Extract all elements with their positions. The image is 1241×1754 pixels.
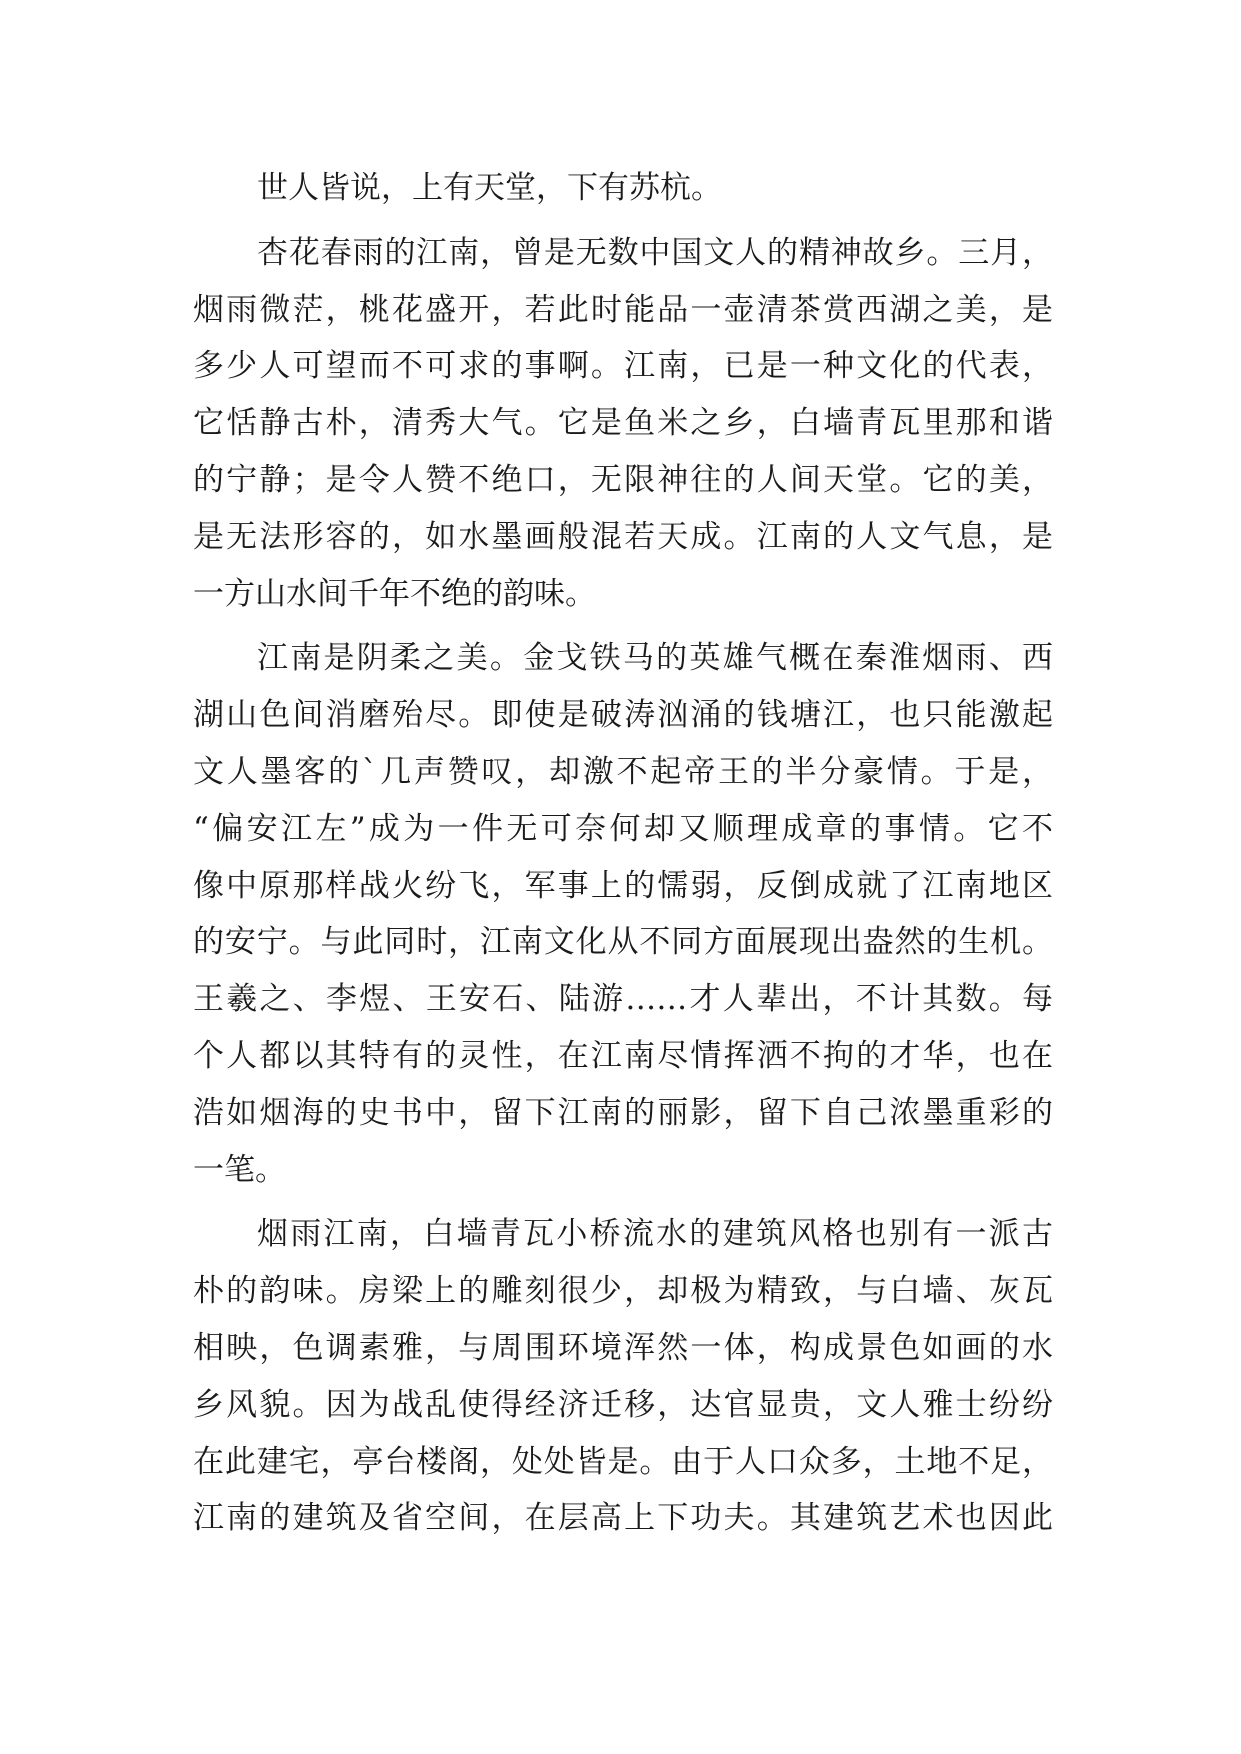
paragraph-2	[193, 225, 1053, 623]
text-line: 王羲之、李煜、王安石、陆游……才人辈出，不计其数。每	[193, 981, 1053, 1018]
text-line: 湖山色间消磨殆尽。即使是破涛汹涌的钱塘江，也只能激起	[193, 697, 1053, 734]
text-line: 像中原那样战火纷飞，军事上的懦弱，反倒成就了江南地区	[193, 867, 1053, 904]
text-line: 世人皆说，上有天堂，下有苏杭。	[257, 170, 722, 206]
text-line: 多少人可望而不可求的事啊。江南，已是一种文化的代表，	[193, 348, 1053, 385]
paragraph-4	[193, 1206, 1053, 1547]
text-line: 一方山水间千年不绝的韵味。	[193, 575, 596, 612]
text-line: 文人墨客的`几声赞叹，却激不起帝王的半分豪情。于是，	[193, 753, 1053, 790]
text-line: 杏花春雨的江南，曾是无数中国文人的精神故乡。三月，	[257, 234, 1053, 271]
text-line: “偏安江左”成为一件无可奈何却又顺理成章的事情。它不	[193, 810, 1053, 847]
text-line: 江南的建筑及省空间，在层高上下功夫。其建筑艺术也因此	[193, 1500, 1053, 1537]
text-line: 烟雨微茫，桃花盛开，若此时能品一壶清茶赏西湖之美，是	[193, 291, 1053, 328]
paragraph-1	[193, 160, 1053, 217]
text-line: 在此建宅，亭台楼阁，处处皆是。由于人口众多，土地不足，	[193, 1443, 1053, 1480]
text-line: 朴的韵味。房梁上的雕刻很少，却极为精致，与白墙、灰瓦	[193, 1273, 1053, 1310]
text-line: 的宁静；是令人赞不绝口，无限神往的人间天堂。它的美，	[193, 461, 1053, 498]
text-line: 浩如烟海的史书中，留下江南的丽影，留下自己浓墨重彩的	[193, 1094, 1053, 1131]
text-line: 个人都以其特有的灵性，在江南尽情挥洒不拘的才华，也在	[193, 1037, 1053, 1074]
text-line: 是无法形容的，如水墨画般混若天成。江南的人文气息，是	[193, 518, 1053, 555]
document-body	[193, 160, 1053, 1547]
text-line: 一笔。	[193, 1151, 286, 1188]
text-line: 它恬静古朴，清秀大气。它是鱼米之乡，白墙青瓦里那和谐	[193, 405, 1053, 442]
paragraph-3	[193, 630, 1053, 1198]
text-line: 江南是阴柔之美。金戈铁马的英雄气概在秦淮烟雨、西	[257, 640, 1053, 677]
text-line: 烟雨江南，白墙青瓦小桥流水的建筑风格也别有一派古	[257, 1216, 1053, 1253]
text-line: 相映，色调素雅，与周围环境浑然一体，构成景色如画的水	[193, 1329, 1053, 1366]
text-line: 乡风貌。因为战乱使得经济迁移，达官显贵，文人雅士纷纷	[193, 1386, 1053, 1423]
text-line: 的安宁。与此同时，江南文化从不同方面展现出盎然的生机。	[193, 924, 1053, 961]
